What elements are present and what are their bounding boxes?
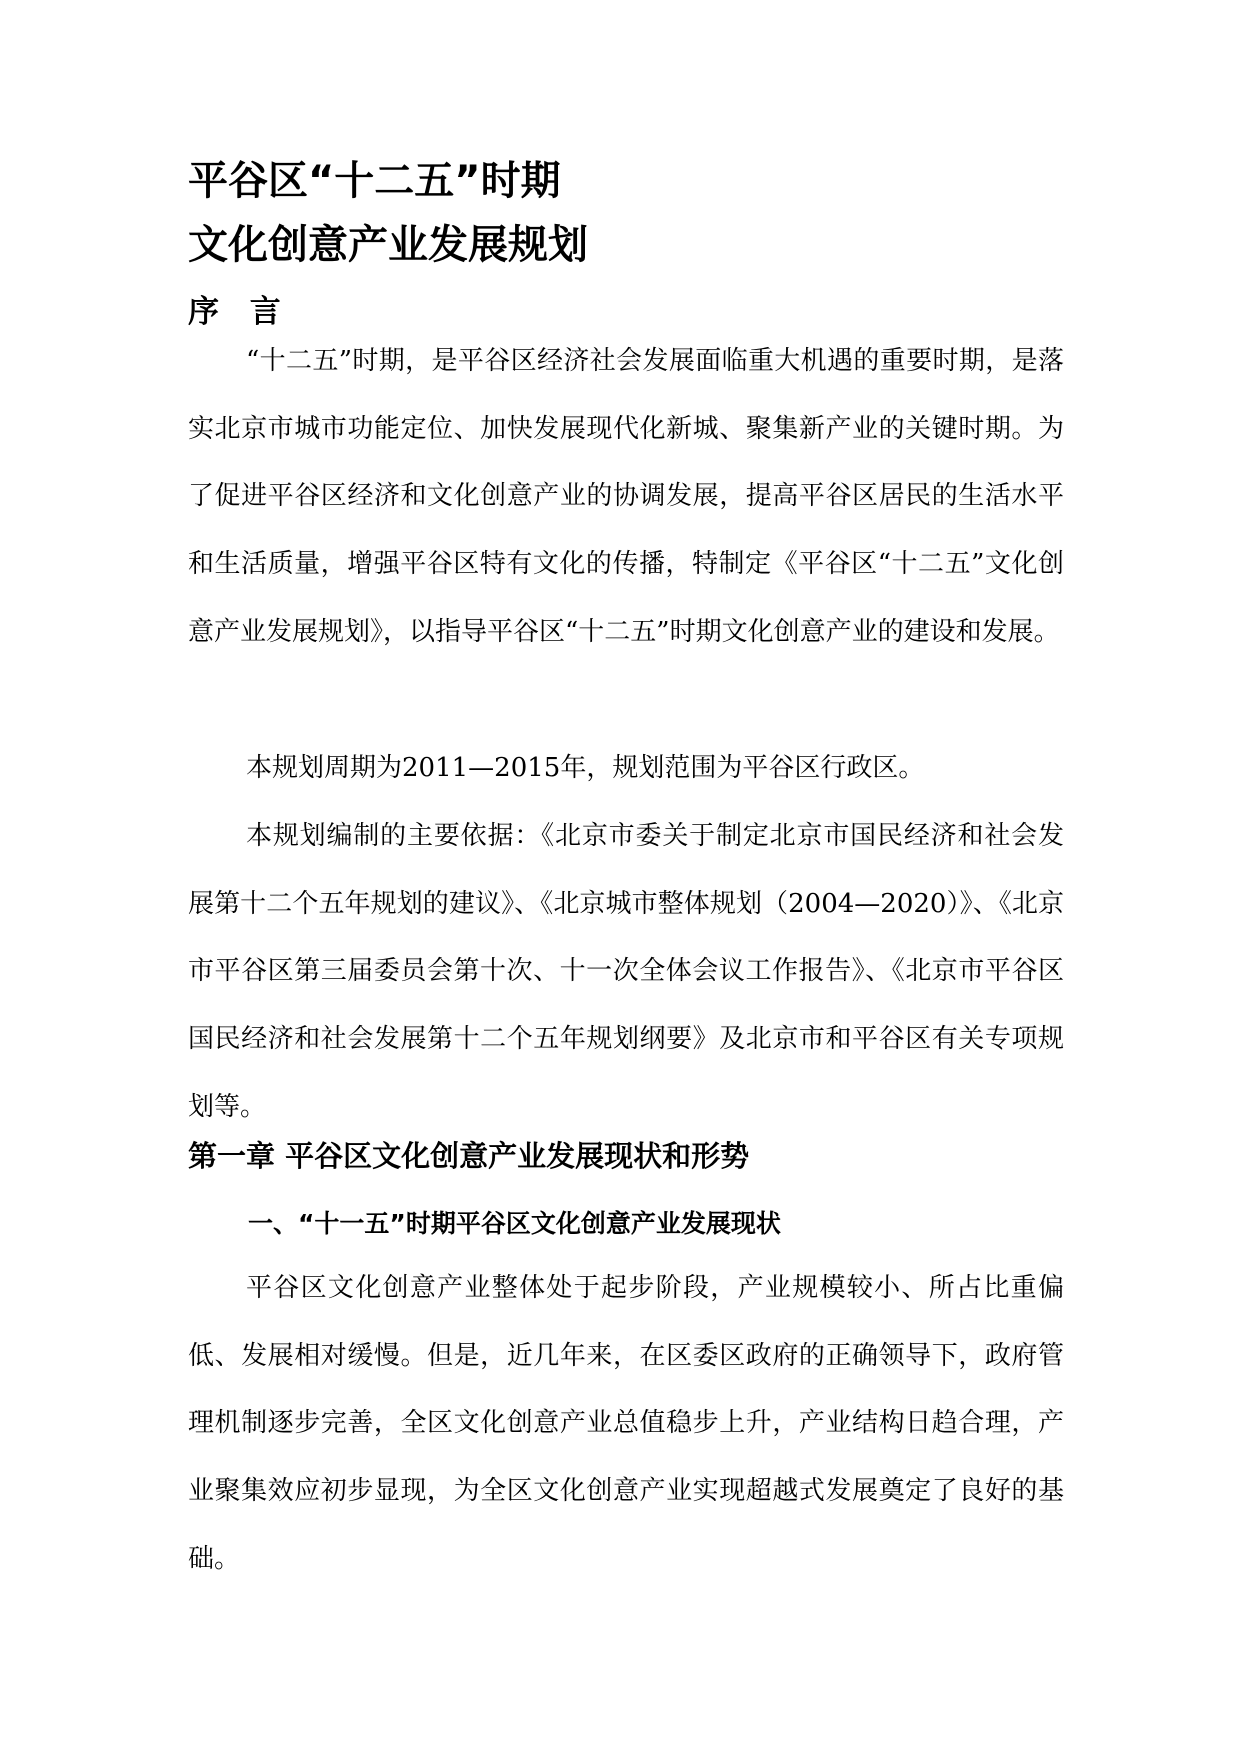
document-title-line-1: 平谷区“十二五”时期 xyxy=(188,158,561,204)
section-heading: 一、“十一五”时期平谷区文化创意产业发展现状 xyxy=(248,1209,781,1238)
document-title-line-2: 文化创意产业发展规划 xyxy=(188,222,588,268)
section-paragraph: 平谷区文化创意产业整体处于起步阶段，产业规模较小、所占比重偏低、发展相对缓慢。但是，近几年来，在区委区政府的正确领导下，政府管理机制逐步完善，全区文化创意产业总值稳步上升，产业结构日趋合理，产业聚集效应初步显现，为全区文化创意产业实现超越式发展奠定了良好的基础。 xyxy=(188,1273,1064,1574)
preface-paragraph-3: 本规划编制的主要依据：《北京市委关于制定北京市国民经济和社会发展第十二个五年规划的建议》、《北京城市整体规划（2004—2020）》、《北京市平谷区第三届委员会第十次、十一次全体会议工作报告》、《北京市平谷区国民经济和社会发展第十二个五年规划纲要》及北京市和平谷区有关专项规划等。 xyxy=(188,821,1064,1122)
preface-paragraph-1: “十二五”时期，是平谷区经济社会发展面临重大机遇的重要时期，是落实北京市城市功能定位、加快发展现代化新城、聚集新产业的关键时期。为了促进平谷区经济和文化创意产业的协调发展，提高平谷区居民的生活水平和生活质量，增强平谷区特有文化的传播，特制定《平谷区“十二五”文化创意产业发展规划》，以指导平谷区“十二五”时期文化创意产业的建设和发展。 xyxy=(188,346,1064,647)
preface-heading: 序 言 xyxy=(188,294,291,330)
preface-paragraph-2: 本规划周期为2011—2015年，规划范围为平谷区行政区。 xyxy=(246,753,925,783)
chapter-heading: 第一章 平谷区文化创意产业发展现状和形势 xyxy=(188,1139,750,1173)
